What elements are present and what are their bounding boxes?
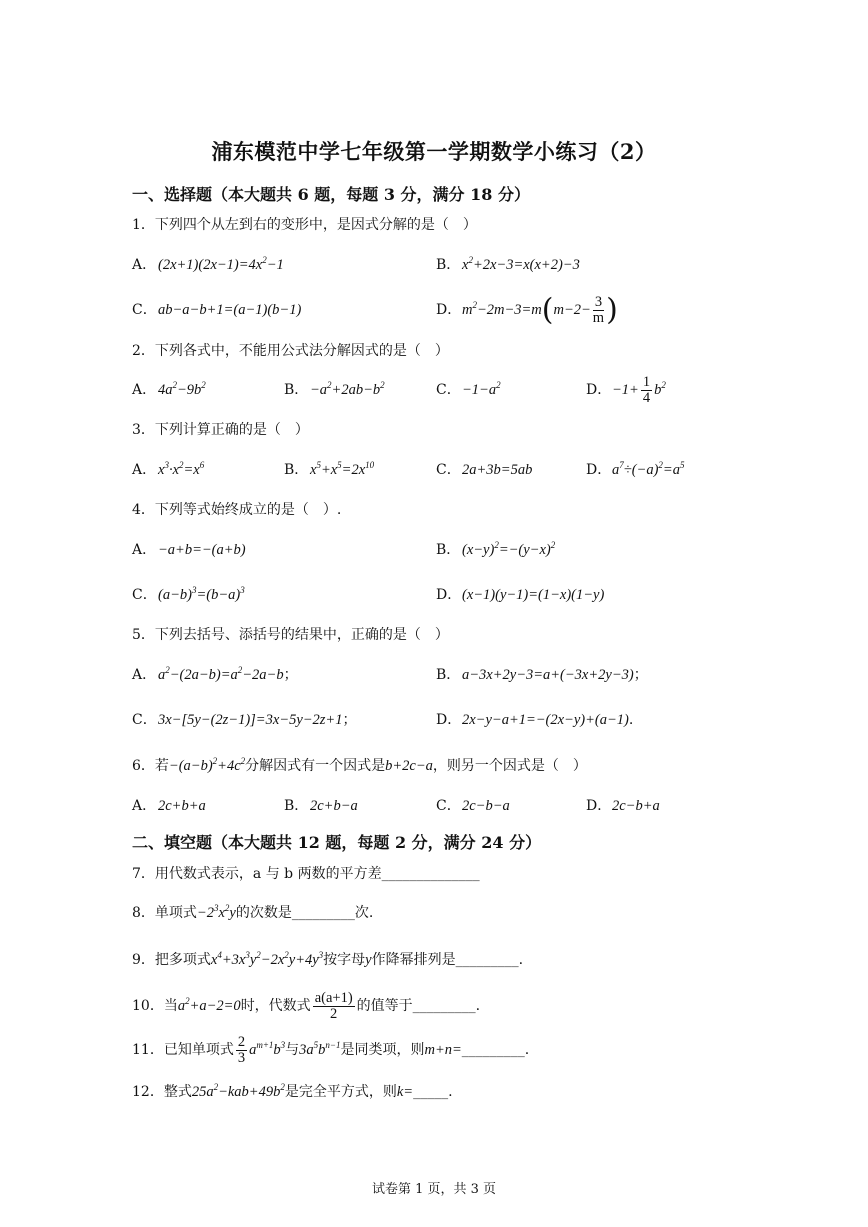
question-5-stem: 5．下列去括号、添括号的结果中，正确的是（ ） [132,627,449,643]
question-2-option-a: A． $4a^2-9b^2$ [132,380,206,398]
question-2-option-b: B． $-a^2+2ab-b^2$ [284,380,385,398]
question-1-option-b: B． $x^2+2x-3=x(x+2)-3$ [436,255,580,273]
question-7: 7．用代数式表示，a 与 b 两数的平方差______________ [132,866,480,882]
question-6-option-a: A． 2c+b+a [132,798,206,814]
question-1-option-c: C．ab−a−b+1=(a−1)(b−1) [132,302,302,318]
question-4-option-c: C．$(a-b)^3=(b-a)^3$ [132,585,245,603]
question-11: 11．已知单项式 $\frac{2}{3}$ $a^{m+1}b^3$与$3a^5b^{n-1}$是同类项，则m+n=_________. [132,1034,530,1067]
page-title: 浦东模范中学七年级第一学期数学小练习（2） [211,139,657,164]
question-1-stem: 1．下列四个从左到右的变形中，是因式分解的是（ ） [132,217,477,233]
question-10: 10．当$a^2+a-2=0$时，代数式 $\frac{a(a+1)}{2}$ 的值等于_________. [132,990,481,1023]
question-5-option-d: D．2x−y−a+1=−(2x−y)+(a−1). [436,712,634,728]
question-4-option-d: D．(x−1)(y−1)=(1−x)(1−y) [436,587,605,603]
question-2-option-d: D．−1+ $\frac{1}{4}$ $b^2$ [586,374,666,407]
question-6-option-d: D．2c−b+a [586,798,660,814]
question-1-option-a: A． $(2x+1)(2x-1)=4x^2-1$ [132,255,284,273]
question-9: 9．把多项式$x^4+3x^3y^2-2x^2y+4y^3$按字母y作降幂排列是_________. [132,950,524,968]
question-3-option-b: B． $x^5+x^5=2x^{10}$ [284,460,375,478]
question-4-stem: 4．下列等式始终成立的是（ ）. [132,502,342,518]
section-heading-fill: 二、填空题（本大题共 12 题，每题 2 分，满分 24 分） [132,833,542,852]
question-6-option-c: C．2c−b−a [436,798,510,814]
question-3-option-d: D．$a^7\div(-a)^2=a^5$ [586,460,685,478]
question-12: 12．整式$25a^2-kab+49b^2$是完全平方式，则k=_____. [132,1082,453,1100]
question-6-option-b: B． 2c+b−a [284,798,358,814]
page-footer: 试卷第 1 页，共 3 页 [371,1182,497,1197]
question-4-option-b: B． $(x-y)^2=-(y-x)^2$ [436,540,556,558]
question-2-stem: 2．下列各式中，不能用公式法分解因式的是（ ） [132,343,449,359]
question-3-option-c: C．2a+3b=5ab [436,462,533,478]
question-5-option-b: B． a−3x+2y−3=a+(−3x+2y−3)； [436,667,648,683]
question-2-option-c: C．$-1-a^2$ [436,380,501,398]
section-heading-choice: 一、选择题（本大题共 6 题，每题 3 分，满分 18 分） [132,185,530,204]
question-5-option-a: A． $a^2-(2a-b)=a^2-2a-b$； [132,665,298,683]
question-5-option-c: C．3x−[5y−(2z−1)]=3x−5y−2z+1； [132,712,357,728]
question-8: 8．单项式$-2^3x^2y$的次数是_________次. [132,903,374,921]
question-6-stem: 6．若$-(a-b)^2+4c^2$分解因式有一个因式是b+2c−a，则另一个因式是（ ） [132,756,587,774]
question-3-stem: 3．下列计算正确的是（ ） [132,422,309,438]
question-4-option-a: A． −a+b=−(a+b) [132,542,246,558]
question-1-option-d: D．$m^2-2m-3=m(m-2-$ $\frac{3}{m}$ ) [436,292,618,328]
question-3-option-a: A． $x^3\cdot x^2=x^6$ [132,460,205,478]
